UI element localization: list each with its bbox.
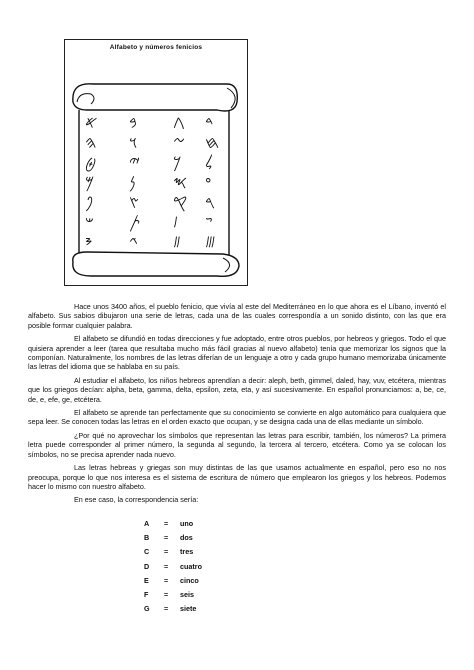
paragraph: El alfabeto se aprende tan perfectamente que su conocimiento se convierte en algo automático para cualquiera que sepa leer. Se conocen todas las letras en el orden exacto que ocupan, y se designa cada una de ellas mediante un símbolo.: [28, 408, 446, 427]
letter: G: [144, 604, 150, 614]
paragraph: Las letras hebreas y griegas son muy distintas de las que usamos actualmente en español, pero eso no nos preocupa, porque lo que nos interesa es el sistema de escritura de número que emplearon los griegos y los hebreos. Podemos hacer lo mismo con nuestro alfabeto.: [28, 463, 446, 491]
number-word: cinco: [180, 575, 199, 585]
equals-sign: =: [164, 533, 169, 543]
phoenician-glyph: 𐤚: [173, 233, 181, 253]
phoenician-glyph: 𐤋: [205, 153, 214, 173]
phoenician-glyph: 𐤗: [205, 213, 213, 233]
phoenician-glyph: 𐤁: [129, 113, 137, 133]
paragraph: En ese caso, la correspondencia sería:: [74, 495, 199, 505]
paragraph: Al estudiar el alfabeto, los niños hebreos aprendían a decir: aleph, beth, gimmel, daled, hay, vuv, etcétera, mientras que los griegos decían: alpha, beta, gamma, delta, epsilon, zeta, eta, y así sucesivamente. En español pronunciamos: a, be, ce, de, e, efe, ge, etcétera.: [28, 375, 446, 404]
equals-sign: =: [164, 519, 169, 528]
number-word: siete: [180, 604, 197, 614]
phoenician-glyph: 𐤃: [205, 113, 214, 133]
phoenician-glyph: 𐤓: [205, 193, 216, 213]
paragraph: El alfabeto se difundió en todas direcciones y fue adoptado, entre otros pueblos, por hebreos y griegos. Todo el que quisiera aprender a leer (tarea que resultaba mucho más fácil gracias al nuevo alfabeto) tenía que memorizar los signos que la componían. Naturalmente, los nombres de las letras diferían de un lenguaje a otro y cada grupo humano memorizaba únicamente las letras del idioma que se hablaba en su país.: [28, 334, 446, 372]
phoenician-glyph: 𐤂: [173, 113, 185, 133]
scroll-illustration: [67, 62, 245, 282]
number-word: uno: [180, 519, 194, 528]
phoenician-glyph: 𐤖: [173, 213, 178, 233]
number-word: dos: [180, 533, 193, 543]
letter: E: [144, 575, 149, 585]
equals-sign: =: [164, 575, 169, 585]
number-word: cuatro: [180, 561, 202, 571]
phoenician-glyph: 𐤑: [129, 193, 140, 213]
correspondence-row: [144, 602, 202, 616]
letter: F: [144, 589, 149, 599]
phoenician-glyph: 𐤛: [205, 233, 216, 253]
equals-sign: =: [164, 589, 169, 599]
phoenician-glyph: 𐤊: [173, 153, 182, 173]
letter: A: [144, 519, 150, 528]
number-word: seis: [180, 589, 194, 599]
equals-sign: =: [164, 561, 169, 571]
letter: C: [144, 547, 150, 557]
phoenician-glyph: 𐤙: [129, 233, 139, 253]
phoenician-glyph: 𐤘: [85, 233, 93, 253]
body-text: [28, 302, 446, 509]
letter: B: [144, 533, 150, 543]
phoenician-glyph: 𐤈: [85, 153, 97, 173]
correspondence-row: [144, 560, 202, 574]
phoenician-glyph: 𐤌: [85, 173, 95, 193]
phoenician-glyph: 𐤀: [85, 113, 98, 133]
phoenician-glyph: 𐤐: [85, 193, 94, 213]
phoenician-glyph: 𐤔: [85, 213, 94, 233]
phoenician-glyph: 𐤕: [129, 213, 141, 233]
phoenician-glyph: 𐤄: [85, 133, 97, 153]
correspondence-row: [144, 517, 202, 531]
phoenician-glyph: 𐤏: [205, 173, 212, 193]
phoenician-glyph: 𐤅: [129, 133, 138, 153]
phoenician-glyph: 𐤇: [205, 133, 220, 153]
phoenician-glyph: 𐤎: [173, 173, 188, 193]
paragraph: ¿Por qué no aprovechar los símbolos que representan las letras para escribir, también, los números? La primera letra puede corresponder al primer número, la segunda al segundo, la tercera al tercero, etcétera. Como ya se colocan los símbolos, no se precisa aprender nada nuevo.: [28, 430, 446, 459]
correspondence-row: [144, 545, 202, 559]
correspondence-row: [144, 588, 202, 602]
number-word: tres: [180, 547, 194, 557]
correspondence-row: [144, 531, 202, 545]
equals-sign: =: [164, 547, 169, 557]
phoenician-glyph: 𐤆: [173, 133, 186, 153]
correspondence-list: [144, 517, 202, 616]
letter: D: [144, 561, 150, 571]
phoenician-figure: [64, 39, 248, 286]
paragraph: Hace unos 3400 años, el pueblo fenicio, que vivía al este del Mediterráneo en lo que ahora es el Líbano, inventó el alfabeto. Sus sabios dibujaron una serie de letras, cada una de las cuales correspondía a un sonido distinto, con las que era posible formar cualquier palabra.: [28, 302, 446, 330]
phoenician-glyph: 𐤍: [129, 173, 136, 193]
phoenician-glyph: 𐤒: [173, 193, 188, 213]
equals-sign: =: [164, 604, 169, 614]
phoenician-glyph: 𐤉: [129, 153, 140, 173]
correspondence-row: [144, 574, 202, 588]
figure-title: Alfabeto y números fenicios: [109, 44, 203, 51]
